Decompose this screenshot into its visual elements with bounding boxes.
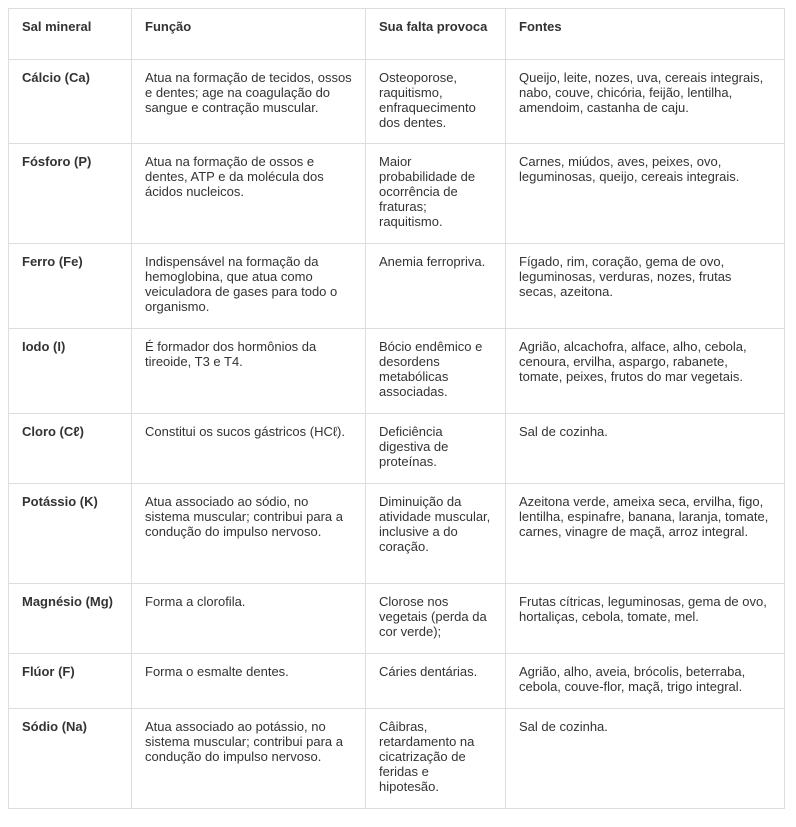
falta-cell: Clorose nos vegetais (perda da cor verde); (366, 584, 506, 654)
mineral-cell: Potássio (K) (9, 484, 132, 584)
fontes-cell: Carnes, miúdos, aves, peixes, ovo, leguminosas, queijo, cereais integrais. (506, 144, 785, 244)
header-funcao: Função (132, 9, 366, 60)
funcao-cell: Forma a clorofila. (132, 584, 366, 654)
fontes-cell: Agrião, alcachofra, alface, alho, cebola, cenoura, ervilha, aspargo, rabanete, tomate, peixes, frutos do mar vegetais. (506, 329, 785, 414)
header-fontes: Fontes (506, 9, 785, 60)
table-row (9, 709, 785, 809)
falta-cell: Deficiência digestiva de proteínas. (366, 414, 506, 484)
funcao-cell: Atua associado ao sódio, no sistema muscular; contribui para a condução do impulso nervoso. (132, 484, 366, 584)
table-row (9, 584, 785, 654)
falta-cell: Bócio endêmico e desordens metabólicas associadas. (366, 329, 506, 414)
mineral-cell: Cloro (Cℓ) (9, 414, 132, 484)
table-row (9, 244, 785, 329)
mineral-cell: Iodo (I) (9, 329, 132, 414)
fontes-cell: Azeitona verde, ameixa seca, ervilha, figo, lentilha, espinafre, banana, laranja, tomate, carnes, vinagre de maçã, arroz integral. (506, 484, 785, 584)
mineral-cell: Sódio (Na) (9, 709, 132, 809)
table-row (9, 144, 785, 244)
header-sua-falta-provoca: Sua falta provoca (366, 9, 506, 60)
minerals-table (8, 8, 785, 809)
fontes-cell: Agrião, alho, aveia, brócolis, beterraba, cebola, couve-flor, maçã, trigo integral. (506, 654, 785, 709)
fontes-cell: Sal de cozinha. (506, 709, 785, 809)
falta-cell: Cáries dentárias. (366, 654, 506, 709)
table-header-row (9, 9, 785, 60)
falta-cell: Diminuição da atividade muscular, inclusive a do coração. (366, 484, 506, 584)
fontes-cell: Fígado, rim, coração, gema de ovo, leguminosas, verduras, nozes, frutas secas, azeitona. (506, 244, 785, 329)
table-row (9, 414, 785, 484)
fontes-cell: Frutas cítricas, leguminosas, gema de ovo, hortaliças, cebola, tomate, mel. (506, 584, 785, 654)
funcao-cell: Constitui os sucos gástricos (HCℓ). (132, 414, 366, 484)
funcao-cell: É formador dos hormônios da tireoide, T3 e T4. (132, 329, 366, 414)
funcao-cell: Atua na formação de ossos e dentes, ATP e da molécula dos ácidos nucleicos. (132, 144, 366, 244)
mineral-cell: Cálcio (Ca) (9, 60, 132, 144)
mineral-cell: Magnésio (Mg) (9, 584, 132, 654)
mineral-cell: Fósforo (P) (9, 144, 132, 244)
funcao-cell: Indispensável na formação da hemoglobina, que atua como veiculadora de gases para todo o organismo. (132, 244, 366, 329)
table-row (9, 329, 785, 414)
mineral-cell: Flúor (F) (9, 654, 132, 709)
fontes-cell: Sal de cozinha. (506, 414, 785, 484)
funcao-cell: Forma o esmalte dentes. (132, 654, 366, 709)
fontes-cell: Queijo, leite, nozes, uva, cereais integrais, nabo, couve, chicória, feijão, lentilha, amendoim, castanha de caju. (506, 60, 785, 144)
falta-cell: Osteoporose, raquitismo, enfraquecimento dos dentes. (366, 60, 506, 144)
falta-cell: Anemia ferropriva. (366, 244, 506, 329)
falta-cell: Câibras, retardamento na cicatrização de feridas e hipotesão. (366, 709, 506, 809)
mineral-cell: Ferro (Fe) (9, 244, 132, 329)
table-row (9, 60, 785, 144)
funcao-cell: Atua na formação de tecidos, ossos e dentes; age na coagulação do sangue e contração muscular. (132, 60, 366, 144)
header-sal-mineral: Sal mineral (9, 9, 132, 60)
funcao-cell: Atua associado ao potássio, no sistema muscular; contribui para a condução do impulso nervoso. (132, 709, 366, 809)
table-row (9, 654, 785, 709)
falta-cell: Maior probabilidade de ocorrência de fraturas; raquitismo. (366, 144, 506, 244)
table-row (9, 484, 785, 584)
